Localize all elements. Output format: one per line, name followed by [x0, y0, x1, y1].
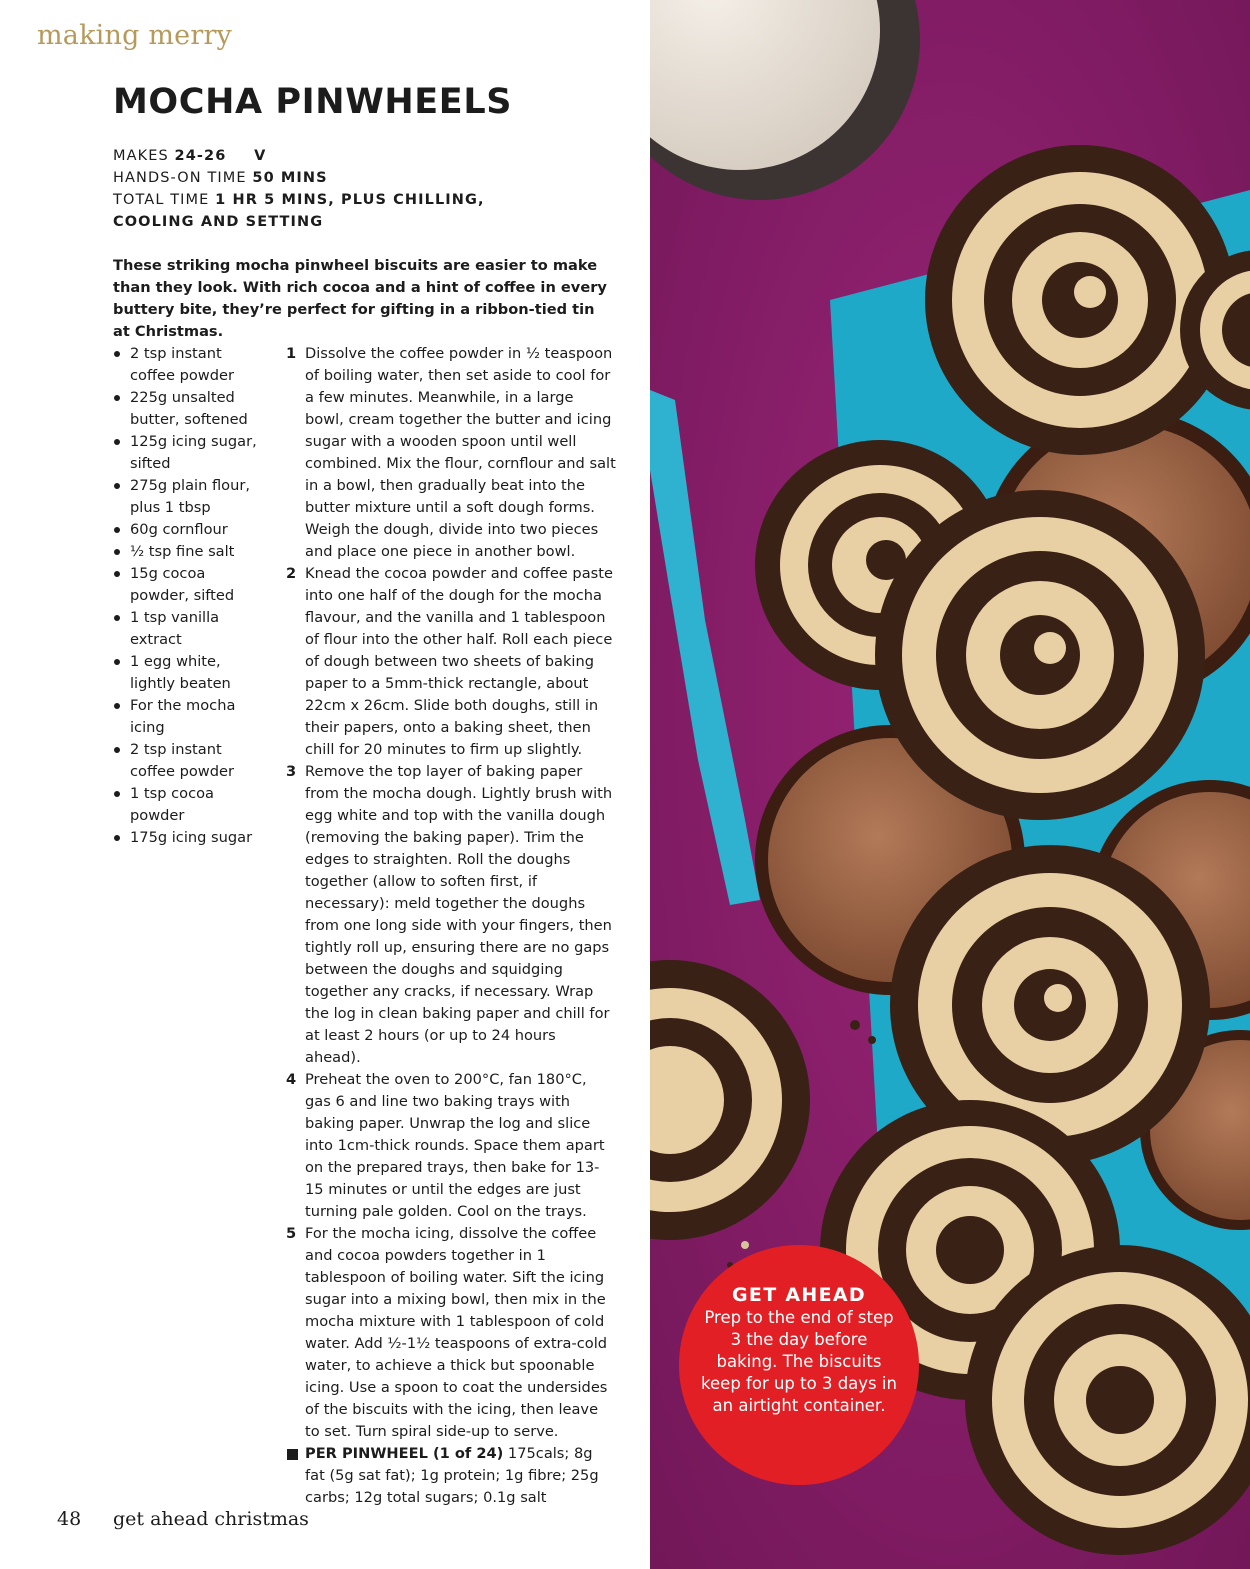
- section-tag: making merry: [37, 20, 232, 51]
- vegetarian-mark: V: [254, 148, 267, 164]
- step-text: Knead the cocoa powder and coffee paste into one half of the dough for the mocha flavour, and the vanilla and 1 tablespoon of flour into the other half. Roll each piece of dough between two sheets of baking paper to a 5mm-thick rectangle, about 22cm x 26cm. Slide both doughs, still in their papers, onto a baking sheet, then chill for 20 minutes to firm up slightly.: [305, 565, 613, 758]
- step-number: 2: [286, 565, 297, 582]
- total-time-line: [113, 189, 583, 211]
- crumb: [850, 1020, 860, 1030]
- magazine-name: get ahead christmas: [113, 1508, 309, 1530]
- hands-on-label: HANDS-ON TIME: [113, 170, 247, 186]
- total-time-value-2: COOLING AND SETTING: [113, 214, 324, 230]
- method-steps: [286, 343, 616, 1509]
- step-number: 1: [286, 345, 297, 362]
- method-step: [286, 1223, 616, 1443]
- step-number: 3: [286, 763, 297, 780]
- nutrition-info: [286, 1443, 616, 1509]
- recipe-meta: [113, 145, 583, 233]
- ingredient-item: ½ tsp fine salt: [113, 541, 263, 563]
- nutrition-text: 175cals; 8g fat (5g sat fat); 1g protein; 1g fibre; 25g carbs; 12g total sugars; 0.1g salt: [305, 1445, 599, 1506]
- get-ahead-badge: [679, 1245, 919, 1485]
- page-number: 48: [57, 1508, 82, 1530]
- pinwheel-biscuit: [875, 490, 1205, 820]
- step-text: For the mocha icing, dissolve the coffee and cocoa powders together in 1 tablespoon of boiling water. Sift the icing sugar into a mixing bowl, then mix in the mocha mixture with 1 tablespoon of cold water. Add ½-1½ teaspoons of extra-cold water, to achieve a thick but spoonable icing. Use a spoon to coat the undersides of the biscuits with the icing, then leave to set. Turn spiral side-up to serve.: [305, 1225, 608, 1440]
- makes-value: 24-26: [174, 148, 227, 164]
- ingredient-item: 225g unsalted butter, softened: [113, 387, 263, 431]
- nutrition-label: PER PINWHEEL (1 of 24): [305, 1445, 504, 1462]
- get-ahead-text: Prep to the end of step 3 the day before baking. The biscuits keep for up to 3 days in an airtight container.: [701, 1308, 897, 1415]
- step-number: 4: [286, 1071, 297, 1088]
- recipe-title: MOCHA PINWHEELS: [113, 82, 513, 122]
- hands-on-value: 50 MINS: [252, 170, 328, 186]
- method-step: [286, 761, 616, 1069]
- hands-on-line: [113, 167, 583, 189]
- step-text: Preheat the oven to 200°C, fan 180°C, gas 6 and line two baking trays with baking paper. Unwrap the log and slice into 1cm-thick rounds. Space them apart on the prepared trays, then bake for 13-15 minutes or until the edges are just turning pale golden. Cool on the trays.: [305, 1071, 605, 1220]
- method-step: [286, 343, 616, 563]
- ingredient-item: For the mocha icing: [113, 695, 263, 739]
- step-text: Dissolve the coffee powder in ½ teaspoon of boiling water, then set aside to cool for a few minutes. Meanwhile, in a large bowl, cream together the butter and icing sugar with a wooden spoon until well combined. Mix the flour, cornflour and salt in a bowl, then gradually beat into the butter mixture until a soft dough forms. Weigh the dough, divide into two pieces and place one piece in another bowl.: [305, 345, 616, 560]
- step-text: Remove the top layer of baking paper from the mocha dough. Lightly brush with egg white and top with the vanilla dough (removing the baking paper). Trim the edges to straighten. Roll the doughs together (allow to soften first, if necessary): meld together the doughs from one long side with your fingers, then tightly roll up, ensuring there are no gaps between the doughs and squidging together any cracks, if necessary. Wrap the log in clean baking paper and chill for at least 2 hours (or up to 24 hours ahead).: [305, 763, 613, 1066]
- total-time-value: 1 HR 5 MINS, PLUS CHILLING,: [215, 192, 485, 208]
- recipe-intro: These striking mocha pinwheel biscuits are easier to make than they look. With rich cocoa and a hint of coffee in every buttery bite, they’re perfect for gifting in a ribbon-tied tin at Christmas.: [113, 257, 607, 340]
- method-step: [286, 563, 616, 761]
- ingredient-item: 15g cocoa powder, sifted: [113, 563, 263, 607]
- ingredient-item: 125g icing sugar, sifted: [113, 431, 263, 475]
- get-ahead-title: GET AHEAD: [732, 1284, 866, 1306]
- ingredient-item: 1 egg white, lightly beaten: [113, 651, 263, 695]
- ingredient-item: 60g cornflour: [113, 519, 263, 541]
- ingredient-item: 1 tsp vanilla extract: [113, 607, 263, 651]
- ingredients-list: [113, 343, 263, 849]
- ingredient-item: 1 tsp cocoa powder: [113, 783, 263, 827]
- square-bullet-icon: [287, 1449, 298, 1460]
- total-time-label: TOTAL TIME: [113, 192, 210, 208]
- total-time-line-2: [113, 211, 583, 233]
- ingredient-item: 2 tsp instant coffee powder: [113, 739, 263, 783]
- crumb: [741, 1241, 749, 1249]
- makes-label: MAKES: [113, 148, 169, 164]
- crumb: [868, 1036, 876, 1044]
- ingredient-item: 2 tsp instant coffee powder: [113, 343, 263, 387]
- step-number: 5: [286, 1225, 297, 1242]
- method-step: [286, 1069, 616, 1223]
- makes-line: [113, 145, 583, 167]
- ingredient-item: 175g icing sugar: [113, 827, 263, 849]
- ingredient-item: 275g plain flour, plus 1 tbsp: [113, 475, 263, 519]
